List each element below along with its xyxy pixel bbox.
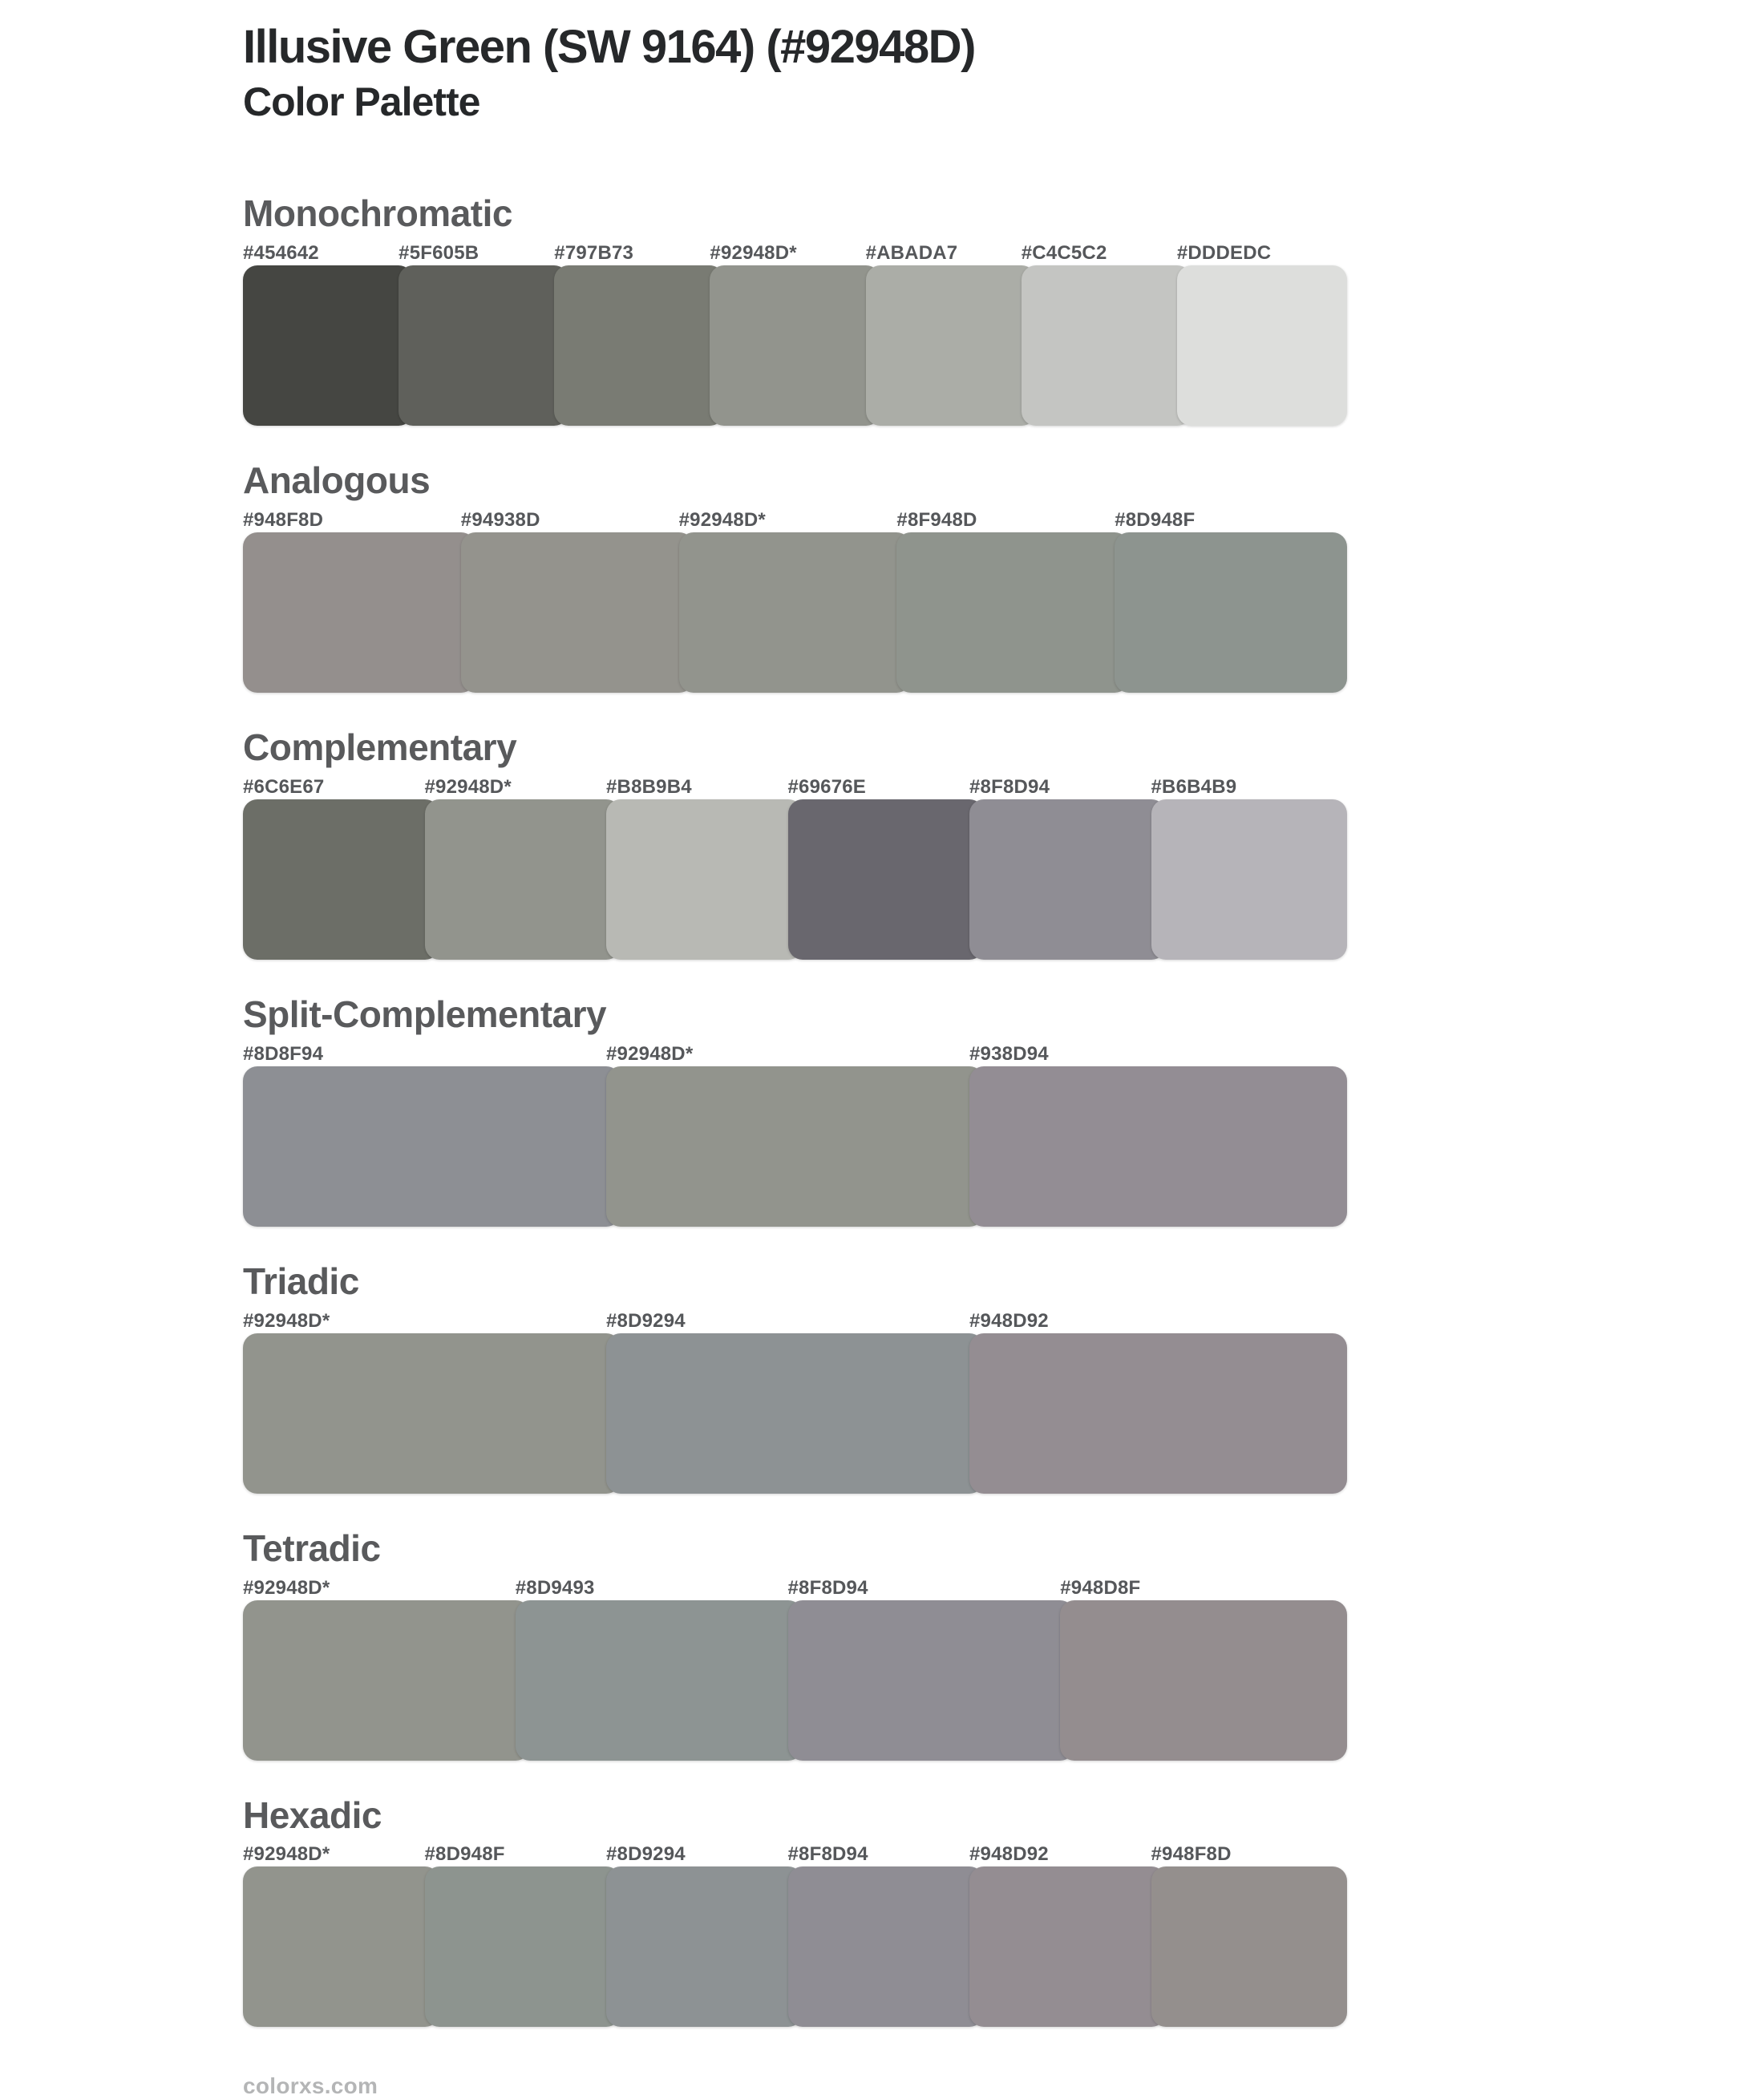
- color-swatch-base[interactable]: [243, 1600, 530, 1761]
- color-swatch-base[interactable]: [606, 1066, 984, 1227]
- swatch-label-row: [243, 1842, 1347, 1865]
- swatch-hex-label: #8D9294: [606, 1309, 686, 1332]
- color-swatch[interactable]: [606, 1333, 984, 1494]
- swatch-row: [243, 1600, 1347, 1761]
- swatch-hex-label: #8F8D94: [969, 775, 1050, 798]
- color-swatch-base[interactable]: [243, 1866, 439, 2027]
- swatch-row: [243, 1066, 1347, 1227]
- swatch-label-row: [243, 1309, 1347, 1332]
- swatch-label-row: [243, 241, 1347, 264]
- color-swatch[interactable]: [425, 1866, 621, 2027]
- color-swatch[interactable]: [969, 1333, 1347, 1494]
- section-heading: Monochromatic: [243, 192, 512, 235]
- page-title: Illusive Green (SW 9164) (#92948D): [243, 21, 975, 73]
- swatch-hex-label: #948D8F: [1060, 1576, 1141, 1599]
- palette-section-analogous: [243, 459, 1347, 693]
- swatch-hex-label: #948D92: [969, 1309, 1049, 1332]
- section-heading: Analogous: [243, 459, 431, 502]
- swatch-label-row: [243, 1042, 1347, 1065]
- swatch-hex-label: #8D8F94: [243, 1042, 324, 1065]
- section-heading: Hexadic: [243, 1794, 382, 1836]
- section-heading: Split-Complementary: [243, 993, 607, 1035]
- swatch-hex-label-base: #92948D*: [424, 775, 512, 798]
- swatch-row: [243, 532, 1347, 693]
- swatch-hex-label: #69676E: [787, 775, 866, 798]
- swatch-hex-label: #948D92: [969, 1843, 1049, 1866]
- color-swatch[interactable]: [1177, 265, 1347, 426]
- color-swatch[interactable]: [788, 1866, 985, 2027]
- swatch-hex-label: #948F8D: [243, 508, 324, 531]
- swatch-hex-label: #B8B9B4: [606, 775, 692, 798]
- swatch-hex-label-base: #92948D*: [710, 242, 797, 265]
- swatch-hex-label: #C4C5C2: [1021, 242, 1107, 265]
- color-swatch[interactable]: [1151, 1866, 1348, 2027]
- color-swatch[interactable]: [516, 1600, 803, 1761]
- swatch-hex-label: #DDDEDC: [1176, 242, 1272, 265]
- swatch-hex-label: #6C6E67: [243, 775, 325, 798]
- swatch-hex-label: #454642: [243, 242, 319, 265]
- color-swatch[interactable]: [1022, 265, 1192, 426]
- site-link[interactable]: colorxs.com: [243, 2073, 378, 2099]
- color-swatch[interactable]: [1060, 1600, 1347, 1761]
- swatch-hex-label: #94938D: [460, 508, 540, 531]
- palette-section-triadic: [243, 1260, 1347, 1494]
- page-subtitle: Color Palette: [243, 79, 480, 124]
- color-swatch[interactable]: [969, 1066, 1347, 1227]
- palette-section-monochromatic: [243, 192, 1347, 426]
- section-heading: Triadic: [243, 1260, 359, 1302]
- swatch-hex-label: #8D9493: [515, 1576, 595, 1599]
- color-swatch[interactable]: [461, 532, 694, 693]
- section-heading: Tetradic: [243, 1527, 381, 1569]
- swatch-hex-label: #8D9294: [606, 1843, 686, 1866]
- color-swatch[interactable]: [788, 1600, 1075, 1761]
- swatch-hex-label-base: #92948D*: [606, 1042, 694, 1065]
- swatch-hex-label: #938D94: [969, 1042, 1049, 1065]
- swatch-hex-label: #B6B4B9: [1151, 775, 1237, 798]
- swatch-label-row: [243, 508, 1347, 531]
- color-swatch[interactable]: [606, 1866, 803, 2027]
- color-swatch-base[interactable]: [679, 532, 912, 693]
- color-swatch[interactable]: [243, 799, 439, 960]
- swatch-row: [243, 1866, 1347, 2027]
- palette-section-tetradic: [243, 1527, 1347, 1761]
- swatch-row: [243, 799, 1347, 960]
- color-swatch[interactable]: [969, 799, 1166, 960]
- swatch-hex-label: #8F8D94: [787, 1843, 868, 1866]
- palette-section-split-complementary: [243, 993, 1347, 1227]
- swatch-hex-label: #8F948D: [896, 508, 977, 531]
- swatch-label-row: [243, 1576, 1347, 1599]
- color-swatch-base[interactable]: [243, 1333, 621, 1494]
- swatch-hex-label: #8D948F: [1115, 508, 1196, 531]
- swatch-hex-label-base: #92948D*: [678, 508, 766, 531]
- color-swatch[interactable]: [788, 799, 985, 960]
- swatch-hex-label: #ABADA7: [865, 242, 958, 265]
- color-swatch[interactable]: [1115, 532, 1347, 693]
- swatch-row: [243, 265, 1347, 426]
- swatch-hex-label: #8D948F: [424, 1843, 505, 1866]
- swatch-hex-label: #948F8D: [1151, 1843, 1232, 1866]
- section-heading: Complementary: [243, 726, 517, 768]
- color-swatch[interactable]: [243, 265, 413, 426]
- page-content: [243, 21, 1347, 2099]
- color-swatch[interactable]: [969, 1866, 1166, 2027]
- color-swatch-base[interactable]: [710, 265, 880, 426]
- color-swatch[interactable]: [554, 265, 724, 426]
- color-swatch-base[interactable]: [425, 799, 621, 960]
- color-swatch[interactable]: [243, 532, 475, 693]
- swatch-hex-label: #5F605B: [399, 242, 479, 265]
- swatch-hex-label: #8F8D94: [787, 1576, 868, 1599]
- swatch-label-row: [243, 775, 1347, 798]
- swatch-hex-label: #797B73: [554, 242, 634, 265]
- color-swatch[interactable]: [606, 799, 803, 960]
- swatch-hex-label-base: #92948D*: [243, 1309, 330, 1332]
- color-swatch[interactable]: [399, 265, 568, 426]
- palette-section-hexadic: [243, 1794, 1347, 2028]
- swatch-hex-label-base: #92948D*: [243, 1576, 330, 1599]
- color-swatch[interactable]: [243, 1066, 621, 1227]
- color-swatch[interactable]: [1151, 799, 1348, 960]
- palette-section-complementary: [243, 726, 1347, 960]
- color-swatch[interactable]: [896, 532, 1129, 693]
- color-swatch[interactable]: [866, 265, 1036, 426]
- palette-sections: [243, 192, 1347, 2027]
- swatch-row: [243, 1333, 1347, 1494]
- swatch-hex-label-base: #92948D*: [243, 1843, 330, 1866]
